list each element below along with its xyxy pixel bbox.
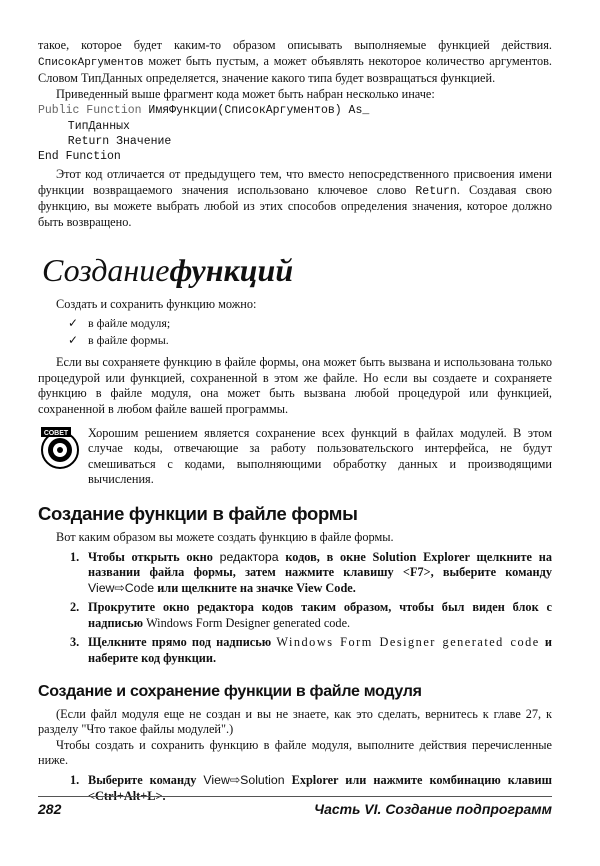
paragraph: Вот каким образом вы можете создать функцию в файле формы. xyxy=(56,529,394,544)
inline-code: Return xyxy=(415,184,457,198)
code-line: Return Значение xyxy=(54,134,172,148)
page-footer xyxy=(38,796,552,817)
running-title: Часть VI. Создание подпрограмм xyxy=(314,801,552,817)
intro-paragraph: такое, которое будет каким-то образом описывать выполняемые функцией действия. СписокАргументов может быть пустым, а может объявлять некоторое количество аргументов. Словом ТипДанных определяется, значение какого типа будет возвращаться функцией. xyxy=(38,38,552,86)
code-keyword: Public Function xyxy=(38,104,149,118)
section-heading: Создание функции в файле формы xyxy=(38,502,358,524)
checkmark-icon: ✓ xyxy=(68,316,79,331)
tip-text: Хорошим решением является сохранение всех функций в файлах модулей. В этом случае коды, отвечающие за работу пользовательского интерфейса, не будут смешиваться с кодами, выполняющими обработку данных и производящими вычисления. xyxy=(88,425,552,487)
steps-list xyxy=(70,550,552,667)
intro-paragraph-2: Приведенный выше фрагмент кода может быть набран несколько иначе: xyxy=(56,86,435,101)
paragraph: Если вы сохраняете функцию в файле формы, она может быть вызвана и использована только процедурой или функцией, сохраненной в этом же файле. Но если вы создаете и сохраняете функцию в файле модуля, она может быть вызвана любой процедурой или функцией, сохраненной в любом файле вашей программы. xyxy=(38,355,552,416)
tip-block xyxy=(38,426,552,488)
code-text: ИмяФункции(СписокАргументов) As_ xyxy=(148,104,370,118)
step-item: 1. Чтобы открыть окно редактора кодов, в окне Solution Explorer щелкните на названии файла формы, затем нажмите клавишу <F7>, выберите команду View⇨Code или щелкните на значке View Code. xyxy=(70,549,552,595)
tip-badge: СОВЕТ xyxy=(43,429,69,437)
inline-code: СписокАргументов xyxy=(38,56,144,69)
code-block xyxy=(38,103,552,164)
checkmark-icon: ✓ xyxy=(68,333,79,348)
bullet-list xyxy=(38,315,552,349)
list-item: ✓ в файле формы. xyxy=(68,333,169,348)
paragraph: Этот код отличается от предыдущего тем, что вместо непосредственного присвоения имени функции возвращаемого значения использовано ключевое слово Return. Создавая свою функцию, вы можете выбрать любой из этих способов определения значения, которое должно быть возвращено. xyxy=(38,167,552,229)
code-line: End Function xyxy=(38,149,121,163)
page-number: 282 xyxy=(38,801,62,817)
section-heading: Создание и сохранение функции в файле модуля xyxy=(38,682,422,700)
target-icon xyxy=(38,426,88,488)
chapter-title: Созданиефункций xyxy=(42,251,294,288)
step-item: 2. Прокрутите окно редактора кодов таким образом, чтобы был виден блок с надписью Windows Form Designer generated code. xyxy=(70,600,552,630)
paragraph: Чтобы создать и сохранить функцию в файле модуля, выполните действия перечисленные ниже. xyxy=(38,737,552,768)
list-item: ✓ в файле модуля; xyxy=(68,316,171,331)
code-line: ТипДанных xyxy=(54,119,130,133)
paragraph: (Если файл модуля еще не создан и вы не знаете, как это сделать, вернитесь к главе 27, к разделу "Что такое файлы модулей".) xyxy=(38,706,552,737)
step-item: 3. Щелкните прямо под надписью Windows Form Designer generated code и наберите код функции. xyxy=(70,635,552,666)
step-item: 1. Выберите команду View⇨Solution Explorer или нажмите комбинацию клавиш <Ctrl+Alt+L>. xyxy=(70,773,552,803)
page-content xyxy=(38,38,552,804)
paragraph: Создать и сохранить функцию можно: xyxy=(56,296,257,311)
